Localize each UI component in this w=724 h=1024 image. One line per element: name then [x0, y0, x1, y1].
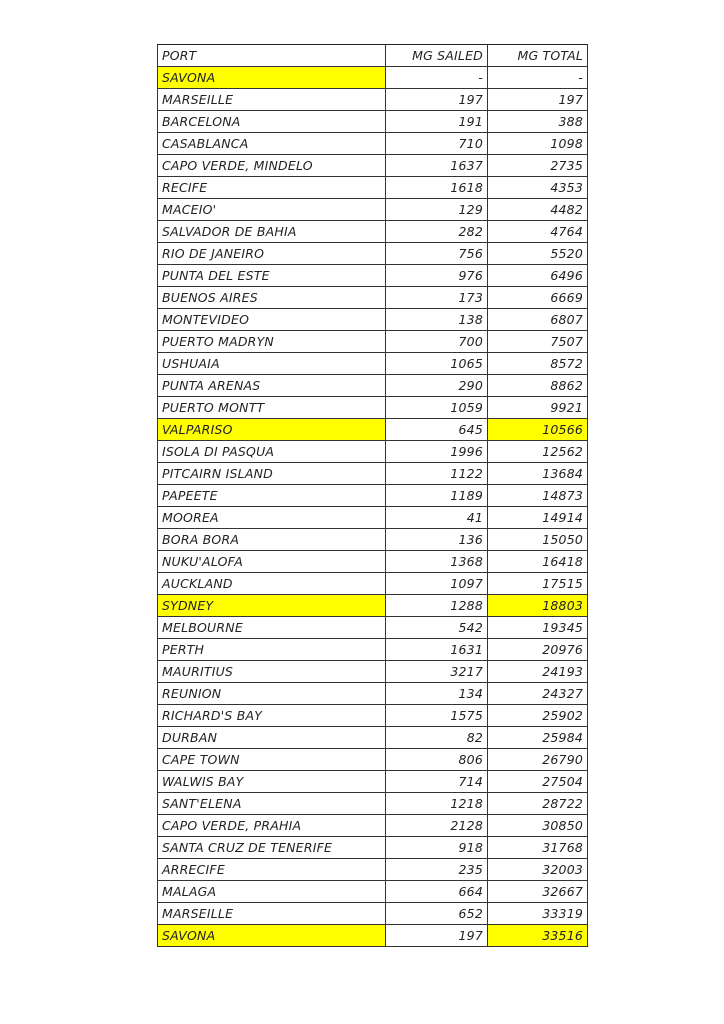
mg-sailed-cell: 700: [386, 331, 488, 353]
table-row: [158, 529, 588, 551]
port-cell: ARRECIFE: [158, 859, 386, 881]
mg-sailed-cell: 134: [386, 683, 488, 705]
mg-sailed-cell: 976: [386, 265, 488, 287]
port-cell: USHUAIA: [158, 353, 386, 375]
table-row: [158, 727, 588, 749]
table-row: [158, 573, 588, 595]
mg-sailed-cell: 1631: [386, 639, 488, 661]
table-row: [158, 771, 588, 793]
mg-sailed-cell: 1996: [386, 441, 488, 463]
mg-total-cell: 18803: [488, 595, 588, 617]
table-row: [158, 683, 588, 705]
mg-sailed-cell: 129: [386, 199, 488, 221]
mg-total-cell: 2735: [488, 155, 588, 177]
port-cell: CAPO VERDE, MINDELO: [158, 155, 386, 177]
table-row: [158, 199, 588, 221]
port-cell: MELBOURNE: [158, 617, 386, 639]
port-cell: DURBAN: [158, 727, 386, 749]
mg-sailed-cell: 235: [386, 859, 488, 881]
table-row: [158, 419, 588, 441]
table-row: [158, 177, 588, 199]
header-mg-total: MG TOTAL: [488, 45, 588, 67]
mg-total-cell: 15050: [488, 529, 588, 551]
mg-total-cell: 6669: [488, 287, 588, 309]
mg-total-cell: 8572: [488, 353, 588, 375]
mg-sailed-cell: 197: [386, 89, 488, 111]
port-cell: MALAGA: [158, 881, 386, 903]
port-cell: RICHARD'S BAY: [158, 705, 386, 727]
table-row: [158, 859, 588, 881]
mg-total-cell: 30850: [488, 815, 588, 837]
mg-sailed-cell: 652: [386, 903, 488, 925]
mg-total-cell: 24193: [488, 661, 588, 683]
port-cell: MOOREA: [158, 507, 386, 529]
mg-total-cell: 32667: [488, 881, 588, 903]
mg-sailed-cell: 664: [386, 881, 488, 903]
mg-total-cell: 6807: [488, 309, 588, 331]
mg-total-cell: 7507: [488, 331, 588, 353]
port-cell: BORA BORA: [158, 529, 386, 551]
mg-total-cell: 4764: [488, 221, 588, 243]
port-cell: MAURITIUS: [158, 661, 386, 683]
port-cell: MARSEILLE: [158, 903, 386, 925]
table-row: [158, 441, 588, 463]
table-row: [158, 705, 588, 727]
mg-sailed-cell: 714: [386, 771, 488, 793]
table-row: [158, 463, 588, 485]
header-port: PORT: [158, 45, 386, 67]
table-row: [158, 925, 588, 947]
port-cell: PAPEETE: [158, 485, 386, 507]
table-row: [158, 331, 588, 353]
mg-total-cell: 13684: [488, 463, 588, 485]
mg-sailed-cell: 41: [386, 507, 488, 529]
mg-sailed-cell: 138: [386, 309, 488, 331]
mg-sailed-cell: 1288: [386, 595, 488, 617]
mg-total-cell: 25902: [488, 705, 588, 727]
mg-total-cell: 8862: [488, 375, 588, 397]
port-cell: CAPE TOWN: [158, 749, 386, 771]
mg-sailed-cell: 1637: [386, 155, 488, 177]
table-row: [158, 793, 588, 815]
port-cell: MACEIO': [158, 199, 386, 221]
port-cell: PUERTO MONTT: [158, 397, 386, 419]
mg-sailed-cell: 542: [386, 617, 488, 639]
table-row: [158, 595, 588, 617]
mg-sailed-cell: -: [386, 67, 488, 89]
mg-total-cell: 20976: [488, 639, 588, 661]
table-row: [158, 155, 588, 177]
mg-sailed-cell: 290: [386, 375, 488, 397]
mg-total-cell: 24327: [488, 683, 588, 705]
mg-sailed-cell: 282: [386, 221, 488, 243]
mg-sailed-cell: 3217: [386, 661, 488, 683]
mg-sailed-cell: 82: [386, 727, 488, 749]
port-cell: SYDNEY: [158, 595, 386, 617]
mg-sailed-cell: 1189: [386, 485, 488, 507]
port-cell: BARCELONA: [158, 111, 386, 133]
table-row: [158, 353, 588, 375]
mg-total-cell: 9921: [488, 397, 588, 419]
mg-total-cell: 32003: [488, 859, 588, 881]
table-row: [158, 485, 588, 507]
port-cell: SAVONA: [158, 67, 386, 89]
mg-sailed-cell: 806: [386, 749, 488, 771]
mg-total-cell: 33319: [488, 903, 588, 925]
ports-table-body: [158, 45, 588, 947]
mg-sailed-cell: 197: [386, 925, 488, 947]
header-row: [158, 45, 588, 67]
table-row: [158, 639, 588, 661]
mg-total-cell: 27504: [488, 771, 588, 793]
mg-sailed-cell: 1618: [386, 177, 488, 199]
mg-sailed-cell: 918: [386, 837, 488, 859]
table-row: [158, 881, 588, 903]
port-cell: NUKU'ALOFA: [158, 551, 386, 573]
table-row: [158, 265, 588, 287]
port-cell: RECIFE: [158, 177, 386, 199]
mg-total-cell: 10566: [488, 419, 588, 441]
mg-sailed-cell: 1065: [386, 353, 488, 375]
port-cell: SANTA CRUZ DE TENERIFE: [158, 837, 386, 859]
mg-sailed-cell: 191: [386, 111, 488, 133]
table-row: [158, 309, 588, 331]
mg-sailed-cell: 1059: [386, 397, 488, 419]
mg-sailed-cell: 756: [386, 243, 488, 265]
port-cell: SALVADOR DE BAHIA: [158, 221, 386, 243]
table-row: [158, 815, 588, 837]
table-row: [158, 617, 588, 639]
port-cell: PUERTO MADRYN: [158, 331, 386, 353]
mg-sailed-cell: 173: [386, 287, 488, 309]
port-cell: RIO DE JANEIRO: [158, 243, 386, 265]
table-row: [158, 111, 588, 133]
table-row: [158, 661, 588, 683]
mg-total-cell: 12562: [488, 441, 588, 463]
table-row: [158, 551, 588, 573]
mg-total-cell: 14914: [488, 507, 588, 529]
mg-total-cell: 16418: [488, 551, 588, 573]
table-row: [158, 243, 588, 265]
mg-total-cell: 17515: [488, 573, 588, 595]
mg-total-cell: 28722: [488, 793, 588, 815]
port-cell: REUNION: [158, 683, 386, 705]
table-row: [158, 67, 588, 89]
table-row: [158, 375, 588, 397]
mg-total-cell: 1098: [488, 133, 588, 155]
mg-sailed-cell: 1218: [386, 793, 488, 815]
mg-total-cell: 25984: [488, 727, 588, 749]
port-cell: BUENOS AIRES: [158, 287, 386, 309]
port-cell: AUCKLAND: [158, 573, 386, 595]
mg-total-cell: 19345: [488, 617, 588, 639]
mg-total-cell: -: [488, 67, 588, 89]
port-cell: PERTH: [158, 639, 386, 661]
mg-sailed-cell: 1122: [386, 463, 488, 485]
table-row: [158, 507, 588, 529]
mg-sailed-cell: 1368: [386, 551, 488, 573]
mg-sailed-cell: 136: [386, 529, 488, 551]
mg-total-cell: 31768: [488, 837, 588, 859]
mg-sailed-cell: 710: [386, 133, 488, 155]
mg-sailed-cell: 645: [386, 419, 488, 441]
port-cell: SANT'ELENA: [158, 793, 386, 815]
mg-total-cell: 4353: [488, 177, 588, 199]
table-row: [158, 397, 588, 419]
port-cell: ISOLA DI PASQUA: [158, 441, 386, 463]
mg-total-cell: 33516: [488, 925, 588, 947]
mg-total-cell: 26790: [488, 749, 588, 771]
port-cell: SAVONA: [158, 925, 386, 947]
mg-total-cell: 6496: [488, 265, 588, 287]
header-mg-sailed: MG SAILED: [386, 45, 488, 67]
mg-total-cell: 4482: [488, 199, 588, 221]
mg-sailed-cell: 1097: [386, 573, 488, 595]
ports-table: [157, 44, 588, 947]
port-cell: PUNTA ARENAS: [158, 375, 386, 397]
port-cell: MONTEVIDEO: [158, 309, 386, 331]
mg-sailed-cell: 1575: [386, 705, 488, 727]
table-row: [158, 837, 588, 859]
port-cell: CAPO VERDE, PRAHIA: [158, 815, 386, 837]
table-row: [158, 221, 588, 243]
table-row: [158, 287, 588, 309]
port-cell: PITCAIRN ISLAND: [158, 463, 386, 485]
table-row: [158, 903, 588, 925]
table-row: [158, 133, 588, 155]
mg-total-cell: 14873: [488, 485, 588, 507]
mg-total-cell: 5520: [488, 243, 588, 265]
port-cell: CASABLANCA: [158, 133, 386, 155]
table-row: [158, 89, 588, 111]
mg-total-cell: 388: [488, 111, 588, 133]
table-row: [158, 749, 588, 771]
port-cell: VALPARISO: [158, 419, 386, 441]
port-cell: MARSEILLE: [158, 89, 386, 111]
mg-total-cell: 197: [488, 89, 588, 111]
mg-sailed-cell: 2128: [386, 815, 488, 837]
port-cell: PUNTA DEL ESTE: [158, 265, 386, 287]
port-cell: WALWIS BAY: [158, 771, 386, 793]
